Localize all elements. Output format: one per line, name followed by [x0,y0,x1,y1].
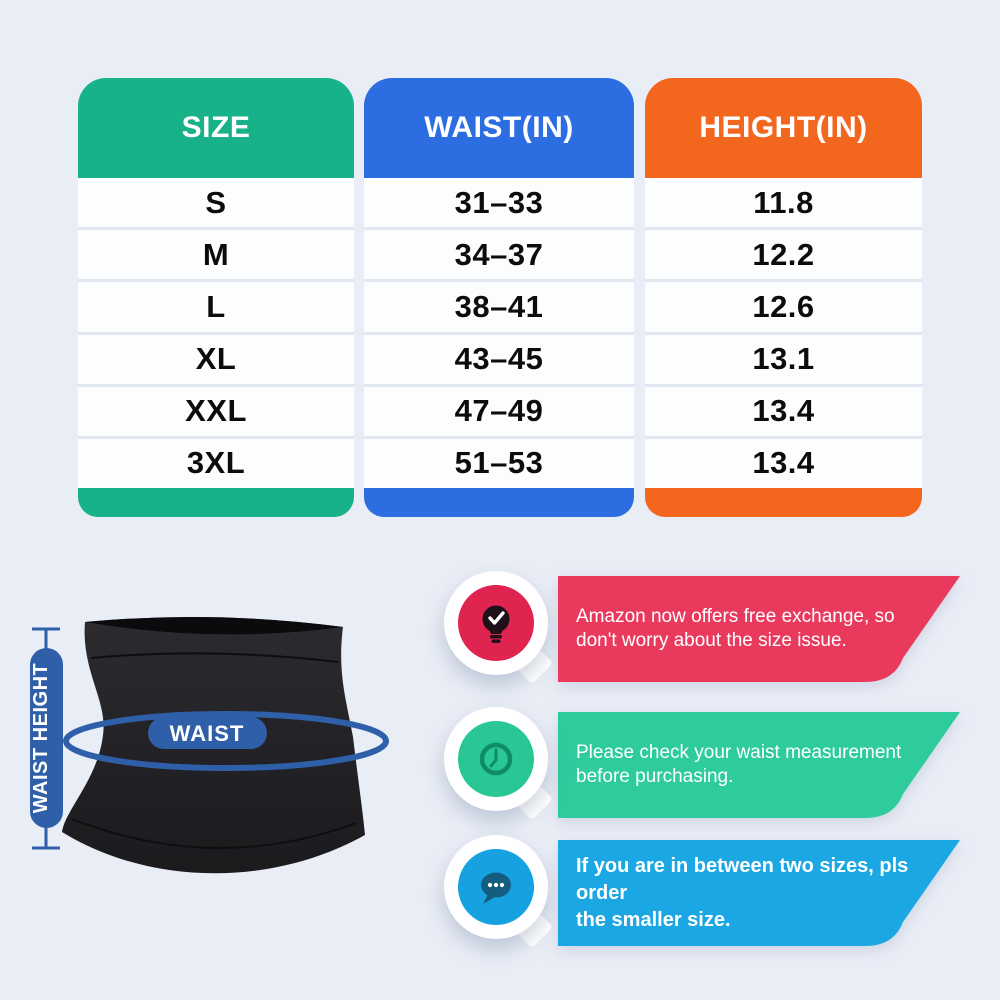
waist-header-label: WAIST(IN) [424,111,574,144]
size-column [78,78,354,517]
callout-text-line: don't worry about the size issue. [576,630,847,651]
height-column-body [645,178,922,488]
waist-label: WAIST [169,721,245,746]
callout-free-exchange [0,576,1000,682]
waist-height-label: WAIST HEIGHT [30,662,52,814]
table-cell: 34–37 [364,230,634,282]
table-cell: 47–49 [364,387,634,439]
table-cell: XXL [78,387,354,439]
table-cell: 13.1 [645,335,922,387]
callout-text [576,712,946,818]
table-cell: 38–41 [364,282,634,334]
callout-check-measurement [0,712,1000,818]
lightbulb-check-icon [458,585,534,661]
callout-text-line: Please check your waist measurement [576,742,902,763]
callout-text [576,840,946,946]
size-column-footer-bar [78,488,354,517]
callout-text [576,576,946,682]
table-cell: S [78,178,354,230]
clock-icon [458,721,534,797]
table-cell: 13.4 [645,387,922,439]
table-cell: XL [78,335,354,387]
table-cell: L [78,282,354,334]
height-header-label: HEIGHT(IN) [699,111,868,144]
table-cell: 43–45 [364,335,634,387]
callout-between-sizes [0,840,1000,946]
callout-text-line: the smaller size. [576,908,731,931]
table-cell: M [78,230,354,282]
size-column-body [78,178,354,488]
size-column-header [78,78,354,178]
table-cell: 51–53 [454,445,544,481]
table-cell: 11.8 [645,178,922,230]
waist-column-footer-bar [364,488,634,517]
waist-column-header [364,78,634,178]
callout-text-line: before purchasing. [576,766,734,787]
table-cell: 31–33 [364,178,634,230]
callout-text-line: If you are in between two sizes, pls order [576,854,909,904]
table-cell: 13.4 [752,445,815,481]
callout-text-line: Amazon now offers free exchange, so [576,606,895,627]
waist-column-body [364,178,634,488]
height-column [645,78,922,517]
table-cell: 3XL [186,445,246,481]
table-cell: 12.6 [645,282,922,334]
waist-column [364,78,634,517]
chat-dots-icon [458,849,534,925]
height-column-header [645,78,922,178]
table-cell: 12.2 [645,230,922,282]
size-header-label: SIZE [181,111,251,144]
height-column-footer-bar [645,488,922,517]
